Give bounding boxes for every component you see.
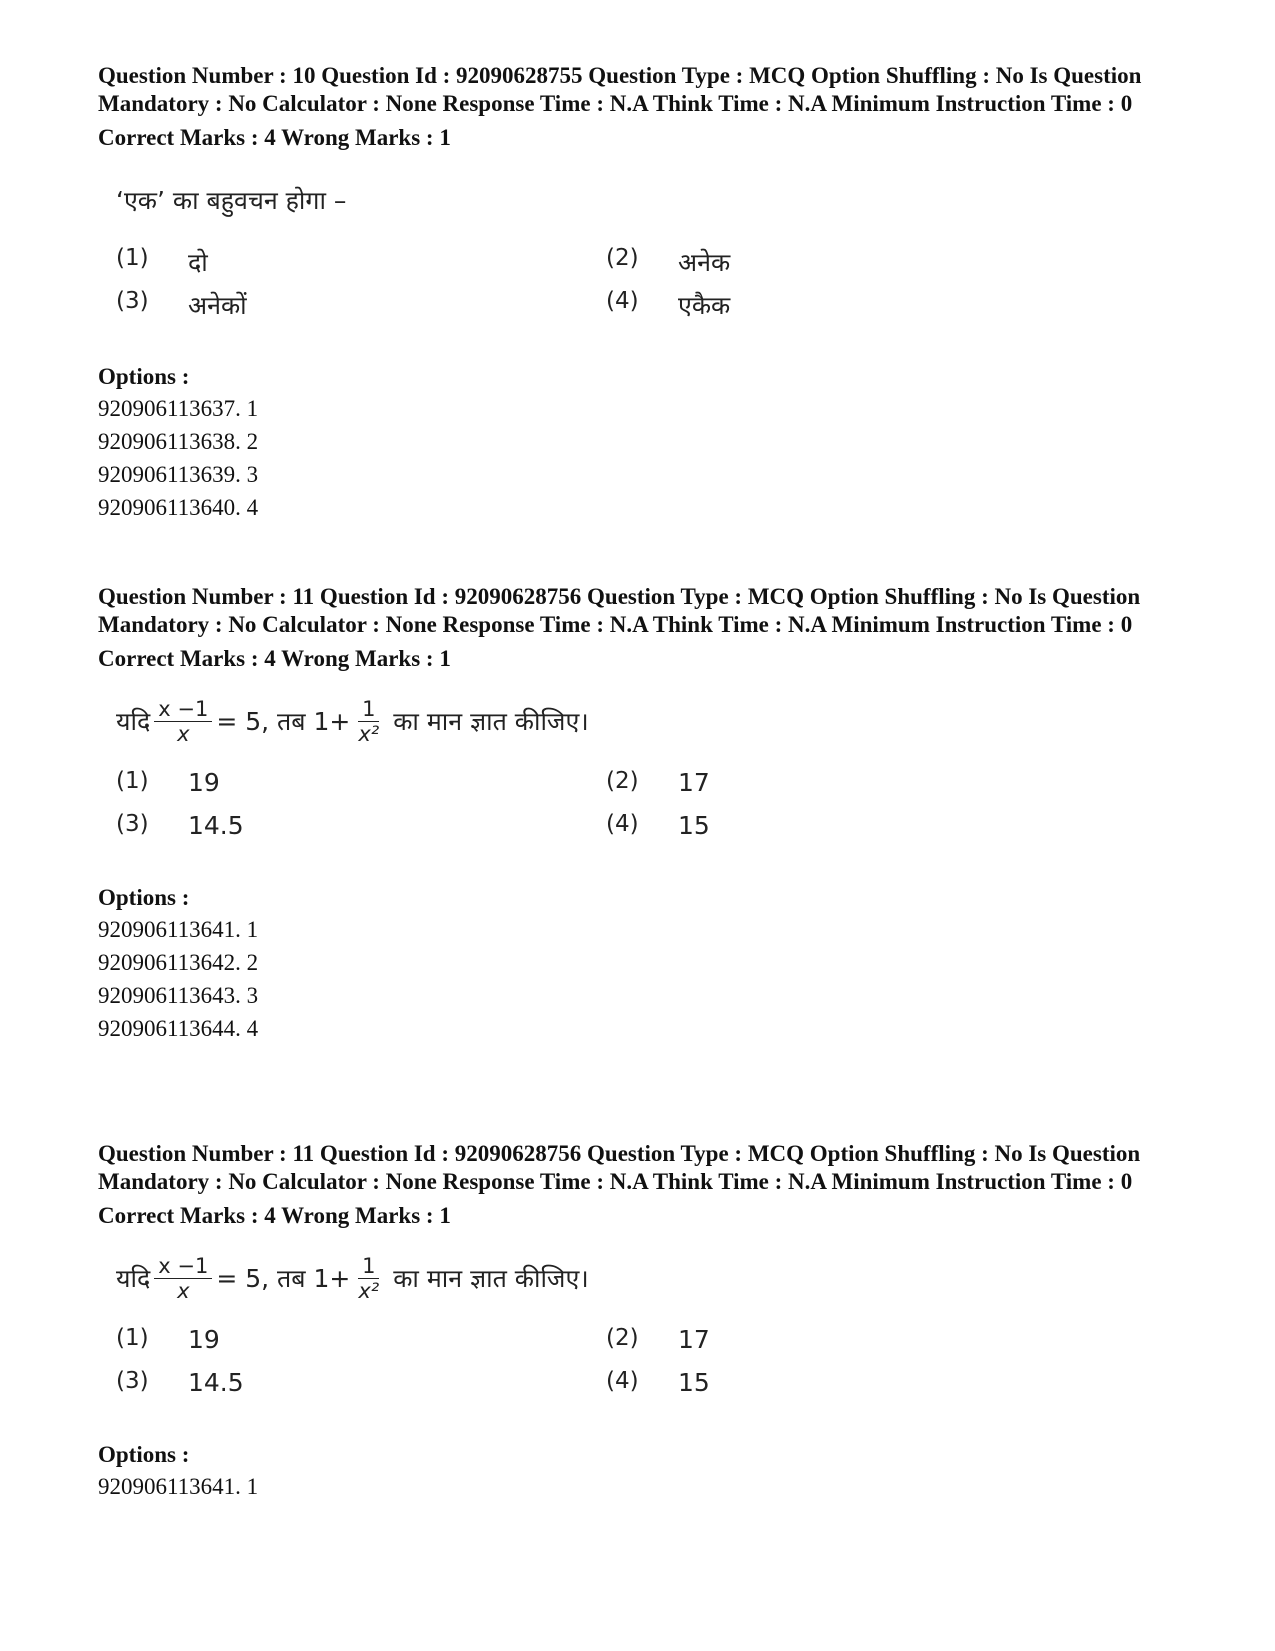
choice-row [116,1318,1208,1361]
choice-text: 17 [678,1325,710,1354]
options-label: Options : [98,364,190,389]
choice-number: (2) [606,244,639,271]
choice-text: 15 [678,811,710,840]
question-marks: Correct Marks : 4 Wrong Marks : 1 [98,646,451,671]
option-id: 920906113638. 2 [98,429,259,454]
fraction [354,1254,383,1303]
choice-number: (4) [606,1368,639,1394]
choice-number: (1) [116,1325,149,1351]
question-header: Question Number : 11 Question Id : 92090628756 Question Type : MCQ Option Shuffling : No Is Question Mandatory : No Calculator : None Response Time : N.A Think Time : N.A Minimum Instruction Time : 0 [98,584,1141,637]
choice-2 [606,768,1096,797]
fraction-denominator: x [177,1278,190,1303]
choice-3 [116,811,606,840]
question-text-suffix: का मान ज्ञात कीजिए। [393,707,589,736]
options-label: Options : [98,885,190,910]
choice-row [116,283,1208,326]
choice-3 [116,1368,606,1397]
question-block-10 [98,62,1208,524]
option-id: 920906113640. 4 [98,495,259,520]
question-text-prefix: यदि [116,707,151,736]
choice-text: 14.5 [188,811,244,840]
choice-text: दो [188,247,208,277]
question-marks: Correct Marks : 4 Wrong Marks : 1 [98,1203,451,1228]
fraction-numerator: x −1 [154,697,212,722]
choice-2 [606,1325,1096,1354]
choice-3 [116,288,606,322]
fraction [354,697,383,746]
option-id: 920906113643. 3 [98,983,259,1008]
choice-4 [606,811,1096,840]
question-text-prefix: यदि [116,1264,151,1293]
choice-text: एकैक [678,290,731,320]
choice-row [116,804,1208,847]
choice-text: 15 [678,1368,710,1397]
choice-list [116,240,1208,326]
option-id: 920906113641. 1 [98,917,259,942]
fraction [154,1254,212,1303]
choice-text: अनेकों [188,290,247,320]
question-text [116,1248,1208,1308]
choice-text: 17 [678,768,710,797]
fraction [154,697,212,746]
question-text-content: ‘एक’ का बहुवचन होगा – [116,186,347,215]
choice-4 [606,288,1096,322]
option-id: 920906113637. 1 [98,396,259,421]
choice-row [116,761,1208,804]
question-text-mid: = 5, तब 1+ [216,707,351,736]
question-header: Question Number : 11 Question Id : 92090628756 Question Type : MCQ Option Shuffling : No Is Question Mandatory : No Calculator : None Response Time : N.A Think Time : N.A Minimum Instruction Time : 0 [98,1141,1141,1194]
choice-1 [116,245,606,279]
option-id: 920906113639. 3 [98,462,259,487]
options-label: Options : [98,1442,190,1467]
choice-text: 19 [188,1325,220,1354]
choice-text: अनेक [678,247,731,277]
choice-list [116,761,1208,847]
option-id: 920906113641. 1 [98,1474,259,1499]
choice-number: (4) [606,287,639,314]
question-text [116,691,1208,751]
choice-number: (2) [606,768,639,794]
choice-number: (3) [116,287,149,314]
choice-text: 14.5 [188,1368,244,1397]
question-text [116,170,1208,230]
choice-2 [606,245,1096,279]
choice-number: (3) [116,1368,149,1394]
fraction-numerator: x −1 [154,1254,212,1279]
question-text-mid: = 5, तब 1+ [216,1264,351,1293]
choice-number: (2) [606,1325,639,1351]
option-id: 920906113644. 4 [98,1016,259,1041]
question-block-11 [98,583,1208,1045]
question-marks: Correct Marks : 4 Wrong Marks : 1 [98,125,451,150]
choice-number: (4) [606,811,639,837]
question-text-suffix: का मान ज्ञात कीजिए। [393,1264,589,1293]
choice-4 [606,1368,1096,1397]
choice-row [116,1361,1208,1404]
question-block-11-repeat [98,1140,1208,1503]
choice-number: (3) [116,811,149,837]
choice-row [116,240,1208,283]
fraction-denominator: x² [358,721,380,746]
choice-list [116,1318,1208,1404]
choice-text: 19 [188,768,220,797]
choice-number: (1) [116,768,149,794]
choice-number: (1) [116,244,149,271]
fraction-denominator: x [177,721,190,746]
fraction-numerator: 1 [358,1254,379,1279]
fraction-denominator: x² [358,1278,380,1303]
choice-1 [116,1325,606,1354]
choice-1 [116,768,606,797]
fraction-numerator: 1 [358,697,379,722]
question-header: Question Number : 10 Question Id : 92090628755 Question Type : MCQ Option Shuffling : No Is Question Mandatory : No Calculator : None Response Time : N.A Think Time : N.A Minimum Instruction Time : 0 [98,63,1142,116]
option-id: 920906113642. 2 [98,950,259,975]
